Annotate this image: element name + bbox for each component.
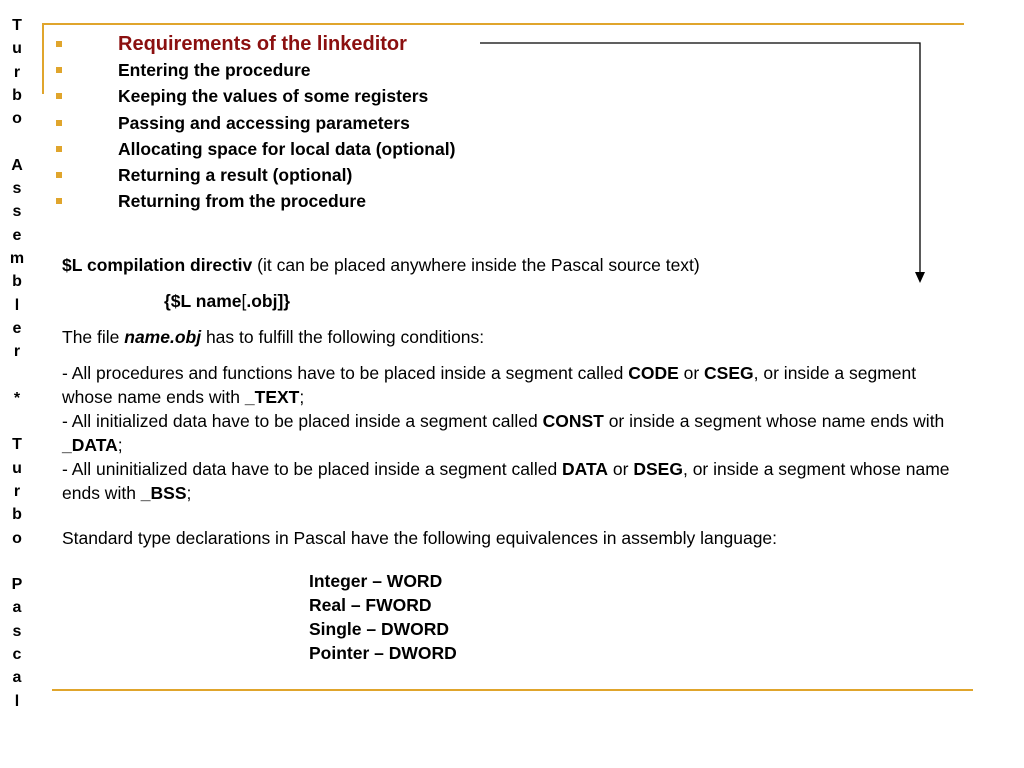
side-title-letter: c: [12, 646, 22, 664]
segment-name: DSEG: [633, 459, 683, 479]
side-title-letter: P: [11, 576, 23, 594]
condition-text: - All initialized data have to be placed inside a segment called: [62, 411, 543, 431]
bullet-text: Requirements of the linkeditor: [118, 33, 407, 55]
type-equivalence: Single – DWORD: [309, 619, 450, 639]
bullet-square-icon: [56, 93, 62, 99]
directive-name: $L compilation directiv: [62, 255, 253, 275]
bottom-divider: [52, 689, 973, 691]
side-title-letter: o: [12, 529, 22, 547]
condition-uninitialized: [62, 457, 962, 505]
bullet-text: Returning a result (optional): [118, 164, 353, 185]
directive-example-part: ]}: [277, 291, 291, 311]
side-title-letter: u: [12, 40, 22, 58]
side-title-letter: u: [12, 459, 22, 477]
bullet-square-icon: [56, 120, 62, 126]
directive-line: [62, 253, 962, 277]
condition-text: or inside a segment whose name ends with: [603, 411, 945, 431]
directive-example: [164, 289, 290, 313]
file-line-prefix: The file: [62, 327, 125, 347]
side-title-letter: b: [12, 506, 22, 524]
bullet-square-icon: [56, 67, 62, 73]
condition-initialized: [62, 409, 962, 457]
bullet-item: [56, 162, 455, 188]
condition-code: [62, 361, 962, 409]
segment-name: CONST: [542, 411, 604, 431]
side-title-letter: b: [12, 273, 22, 291]
bullet-item: [56, 57, 455, 83]
bullet-item: [56, 188, 455, 214]
file-line: [62, 325, 962, 349]
file-name: name.obj: [124, 327, 202, 347]
type-equivalence: Integer – WORD: [309, 571, 443, 591]
side-title-letter: m: [9, 249, 25, 267]
side-title-letter: l: [14, 296, 20, 314]
type-equivalence: Pointer – DWORD: [309, 643, 457, 663]
segment-name: _BSS: [140, 483, 187, 503]
condition-text: - All uninitialized data have to be placed inside a segment called: [62, 459, 563, 479]
bullet-text: Passing and accessing parameters: [118, 112, 410, 133]
bullet-text: Returning from the procedure: [118, 191, 366, 212]
directive-example-bracket: [: [241, 291, 247, 311]
bullet-square-icon: [56, 172, 62, 178]
condition-text: , or inside a segment whose name ends with: [62, 363, 917, 407]
bullet-item: [56, 110, 455, 136]
file-line-suffix: has to fulfill the following conditions:: [201, 327, 485, 347]
side-title-letter: e: [12, 226, 22, 244]
bullet-text: Entering the procedure: [118, 60, 311, 81]
bullet-list: [56, 31, 455, 214]
bullet-item: [56, 83, 455, 109]
bullet-square-icon: [56, 198, 62, 204]
directive-example-part: {$L name: [164, 291, 242, 311]
bullet-text: Keeping the values of some registers: [118, 86, 429, 107]
condition-text: ;: [299, 387, 305, 407]
side-title-letter: r: [13, 482, 21, 500]
condition-text: , or inside a segment whose name ends with: [62, 459, 950, 503]
type-equivalence: Real – FWORD: [309, 595, 432, 615]
side-title-letter: A: [11, 156, 23, 174]
segment-name: _DATA: [62, 435, 118, 455]
side-title-letter: l: [14, 692, 20, 710]
segment-name: DATA: [562, 459, 609, 479]
side-title-letter: b: [12, 86, 22, 104]
bullet-item: [56, 136, 455, 162]
side-title-letter: T: [12, 436, 22, 454]
segment-name: CSEG: [704, 363, 754, 383]
side-title-letter: r: [13, 63, 21, 81]
side-title-letter: a: [12, 599, 22, 617]
side-title-letter: a: [12, 669, 22, 687]
condition-text: or: [608, 459, 634, 479]
segment-name: CODE: [628, 363, 679, 383]
side-title-letter: T: [12, 17, 22, 34]
side-title-letter: o: [12, 110, 22, 128]
side-title-letter: e: [12, 319, 22, 337]
standard-types-line: Standard type declarations in Pascal have the following equivalences in assembly language:: [62, 528, 778, 548]
side-title-letter: *: [13, 389, 21, 407]
directive-description: (it can be placed anywhere inside the Pascal source text): [252, 255, 700, 275]
side-title-letter: s: [12, 203, 22, 221]
condition-text: or: [678, 363, 705, 383]
condition-text: - All procedures and functions have to be placed inside a segment called: [62, 363, 629, 383]
side-title-letter: s: [12, 180, 22, 198]
side-title-letter: r: [13, 343, 21, 361]
bullet-square-icon: [56, 146, 62, 152]
bullet-item: [56, 31, 455, 57]
bullet-text: Allocating space for local data (optional): [118, 138, 456, 159]
bullet-square-icon: [56, 41, 62, 47]
segment-name: _TEXT: [244, 387, 300, 407]
type-equivalence-list: [309, 569, 457, 665]
side-title-letter: s: [12, 622, 22, 640]
condition-text: ;: [117, 435, 123, 455]
conditions-block: [62, 361, 962, 505]
condition-text: ;: [186, 483, 192, 503]
directive-example-part: .obj: [246, 291, 278, 311]
